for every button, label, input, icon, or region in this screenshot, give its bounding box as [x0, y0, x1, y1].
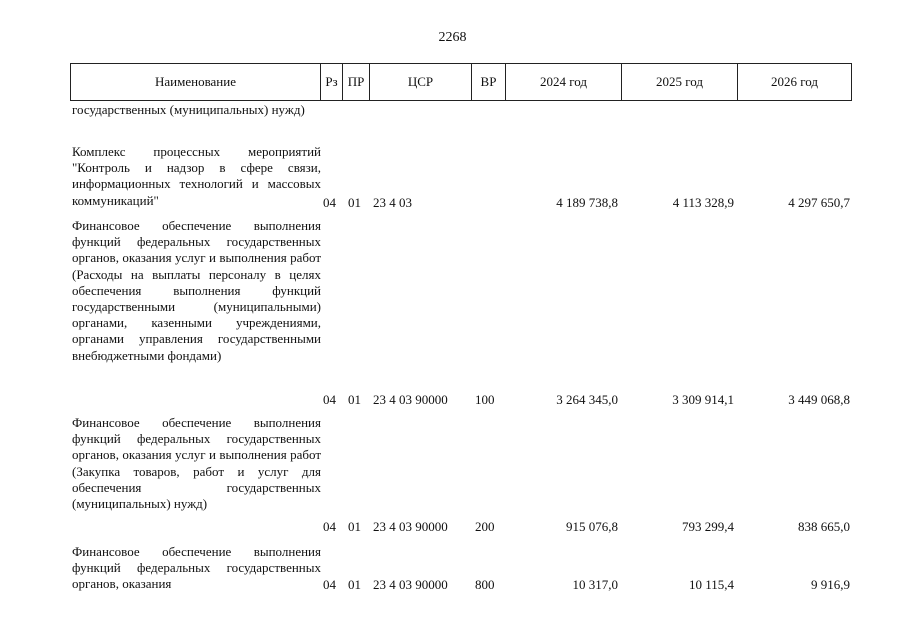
row-name: государственных (муниципальных) нужд) [72, 102, 305, 117]
budget-table [70, 63, 852, 592]
header-2024: 2024 год [505, 64, 621, 100]
row-2026: 3 449 068,8 [788, 392, 850, 407]
header-name: Наименование [155, 74, 236, 89]
row-pr: 01 [348, 392, 361, 407]
row-2026: 838 665,0 [798, 519, 850, 534]
row-name: Финансовое обеспечение выполнения функций федеральных государственных органов, оказания услуг и выполнения работ (Закупка товаров, работ и услуг для обеспечения государственных (муниципальных) нужд) [72, 415, 321, 512]
table-header [70, 63, 852, 101]
page-number: 2268 [438, 30, 467, 45]
row-pr: 01 [348, 577, 361, 592]
row-vr: 800 [475, 577, 495, 592]
row-csr: 23 4 03 90000 [373, 519, 448, 534]
header-2026: 2026 год [737, 64, 851, 100]
row-name: Финансовое обеспечение выполнения функций федеральных государственных органов, оказания услуг и выполнения работ (Расходы на выплаты персоналу в целях обеспечения выполнения функций государственными (муниципальными) органами, казенными учреждениями, органами управления государственными внебюджетными фондами) [72, 218, 321, 363]
row-pr: 01 [348, 519, 361, 534]
row-rz: 04 [323, 195, 336, 210]
header-vr: ВР [471, 64, 505, 100]
row-name: Комплекс процессных мероприятий "Контроль и надзор в сфере связи, информационных технологий и массовых коммуникаций" [72, 144, 321, 208]
row-pr: 01 [348, 195, 361, 210]
row-rz: 04 [323, 519, 336, 534]
row-2026: 9 916,9 [811, 577, 850, 592]
row-2024: 10 317,0 [572, 577, 618, 592]
header-pr: ПР [342, 64, 369, 100]
row-csr: 23 4 03 90000 [373, 392, 448, 407]
row-2024: 915 076,8 [566, 519, 618, 534]
row-2024: 4 189 738,8 [556, 195, 618, 210]
row-rz: 04 [323, 392, 336, 407]
row-2025: 4 113 328,9 [672, 195, 734, 210]
row-rz: 04 [323, 577, 336, 592]
row-2025: 3 309 914,1 [672, 392, 734, 407]
row-2026: 4 297 650,7 [788, 195, 850, 210]
row-vr: 200 [475, 519, 495, 534]
row-2025: 793 299,4 [682, 519, 734, 534]
row-vr: 100 [475, 392, 495, 407]
row-csr: 23 4 03 90000 [373, 577, 448, 592]
row-csr: 23 4 03 [373, 195, 412, 210]
header-csr: ЦСР [369, 64, 471, 100]
row-2025: 10 115,4 [688, 577, 734, 592]
row-2024: 3 264 345,0 [556, 392, 618, 407]
header-2025: 2025 год [621, 64, 737, 100]
row-name: Финансовое обеспечение выполнения функций федеральных государственных органов, оказания [72, 544, 321, 592]
header-rz: Рз [320, 64, 342, 100]
